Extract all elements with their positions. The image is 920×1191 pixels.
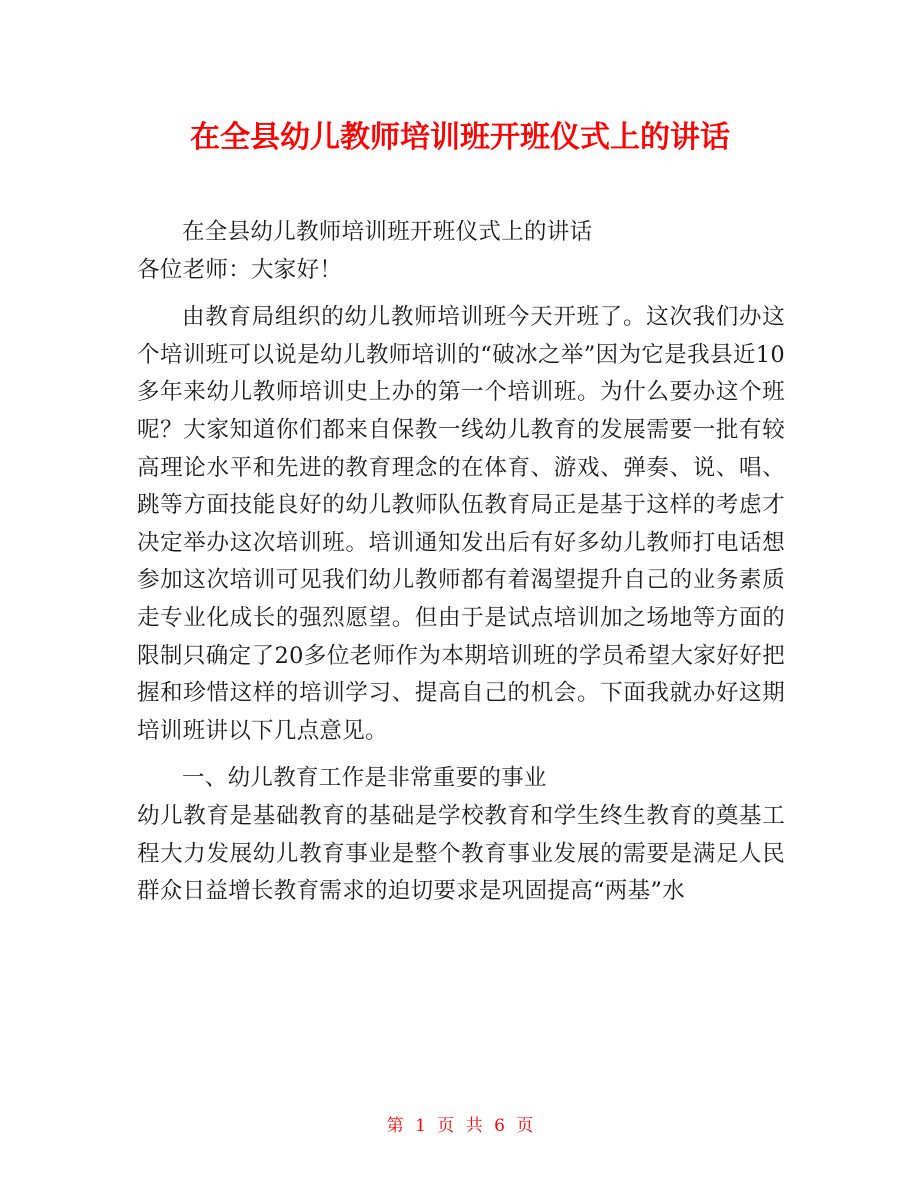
section-heading-1: 一、幼儿教育工作是非常重要的事业 [182,765,547,792]
intro-paragraph: 由教育局组织的幼儿教师培训班今天开班了。这次我们办这个培训班可以说是幼儿教师培训的“破冰之举”因为它是我县近10多年来幼儿教师培训史上办的第一个培训班。为什么要办这个班呢？大家知道你们都来自保教一线幼儿教育的发展需要一批有较高理论水平和先进的教育理念的在体育、游戏、弹奏、说、唱、跳等方面技能良好的幼儿教师队伍教育局正是基于这样的考虑才决定举办这次培训班。培训通知发出后有好多幼儿教师打电话想参加这次培训可见我们幼儿教师都有着渴望提升自己的业务素质走专业化成长的强烈愿望。但由于是试点培训加之场地等方面的限制只确定了20多位老师作为本期培训班的学员希望大家好好把握和珍惜这样的培训学习、提高自己的机会。下面我就办好这期培训班讲以下几点意见。 [137,304,785,744]
speech-heading: 在全县幼儿教师培训班开班仪式上的讲话 [182,219,593,245]
greeting: 各位老师：大家好！ [137,256,343,283]
document-body [137,214,785,911]
section-1-paragraph: 幼儿教育是基础教育的基础是学校教育和学生终生教育的奠基工程大力发展幼儿教育事业是整个教育事业发展的需要是满足人民群众日益增长教育需求的迫切要求是巩固提高“两基”水 [137,802,785,905]
document-title: 在全县幼儿教师培训班开班仪式上的讲话 [190,120,730,155]
page-number-footer: 第 1 页 共 6 页 [386,1116,534,1136]
